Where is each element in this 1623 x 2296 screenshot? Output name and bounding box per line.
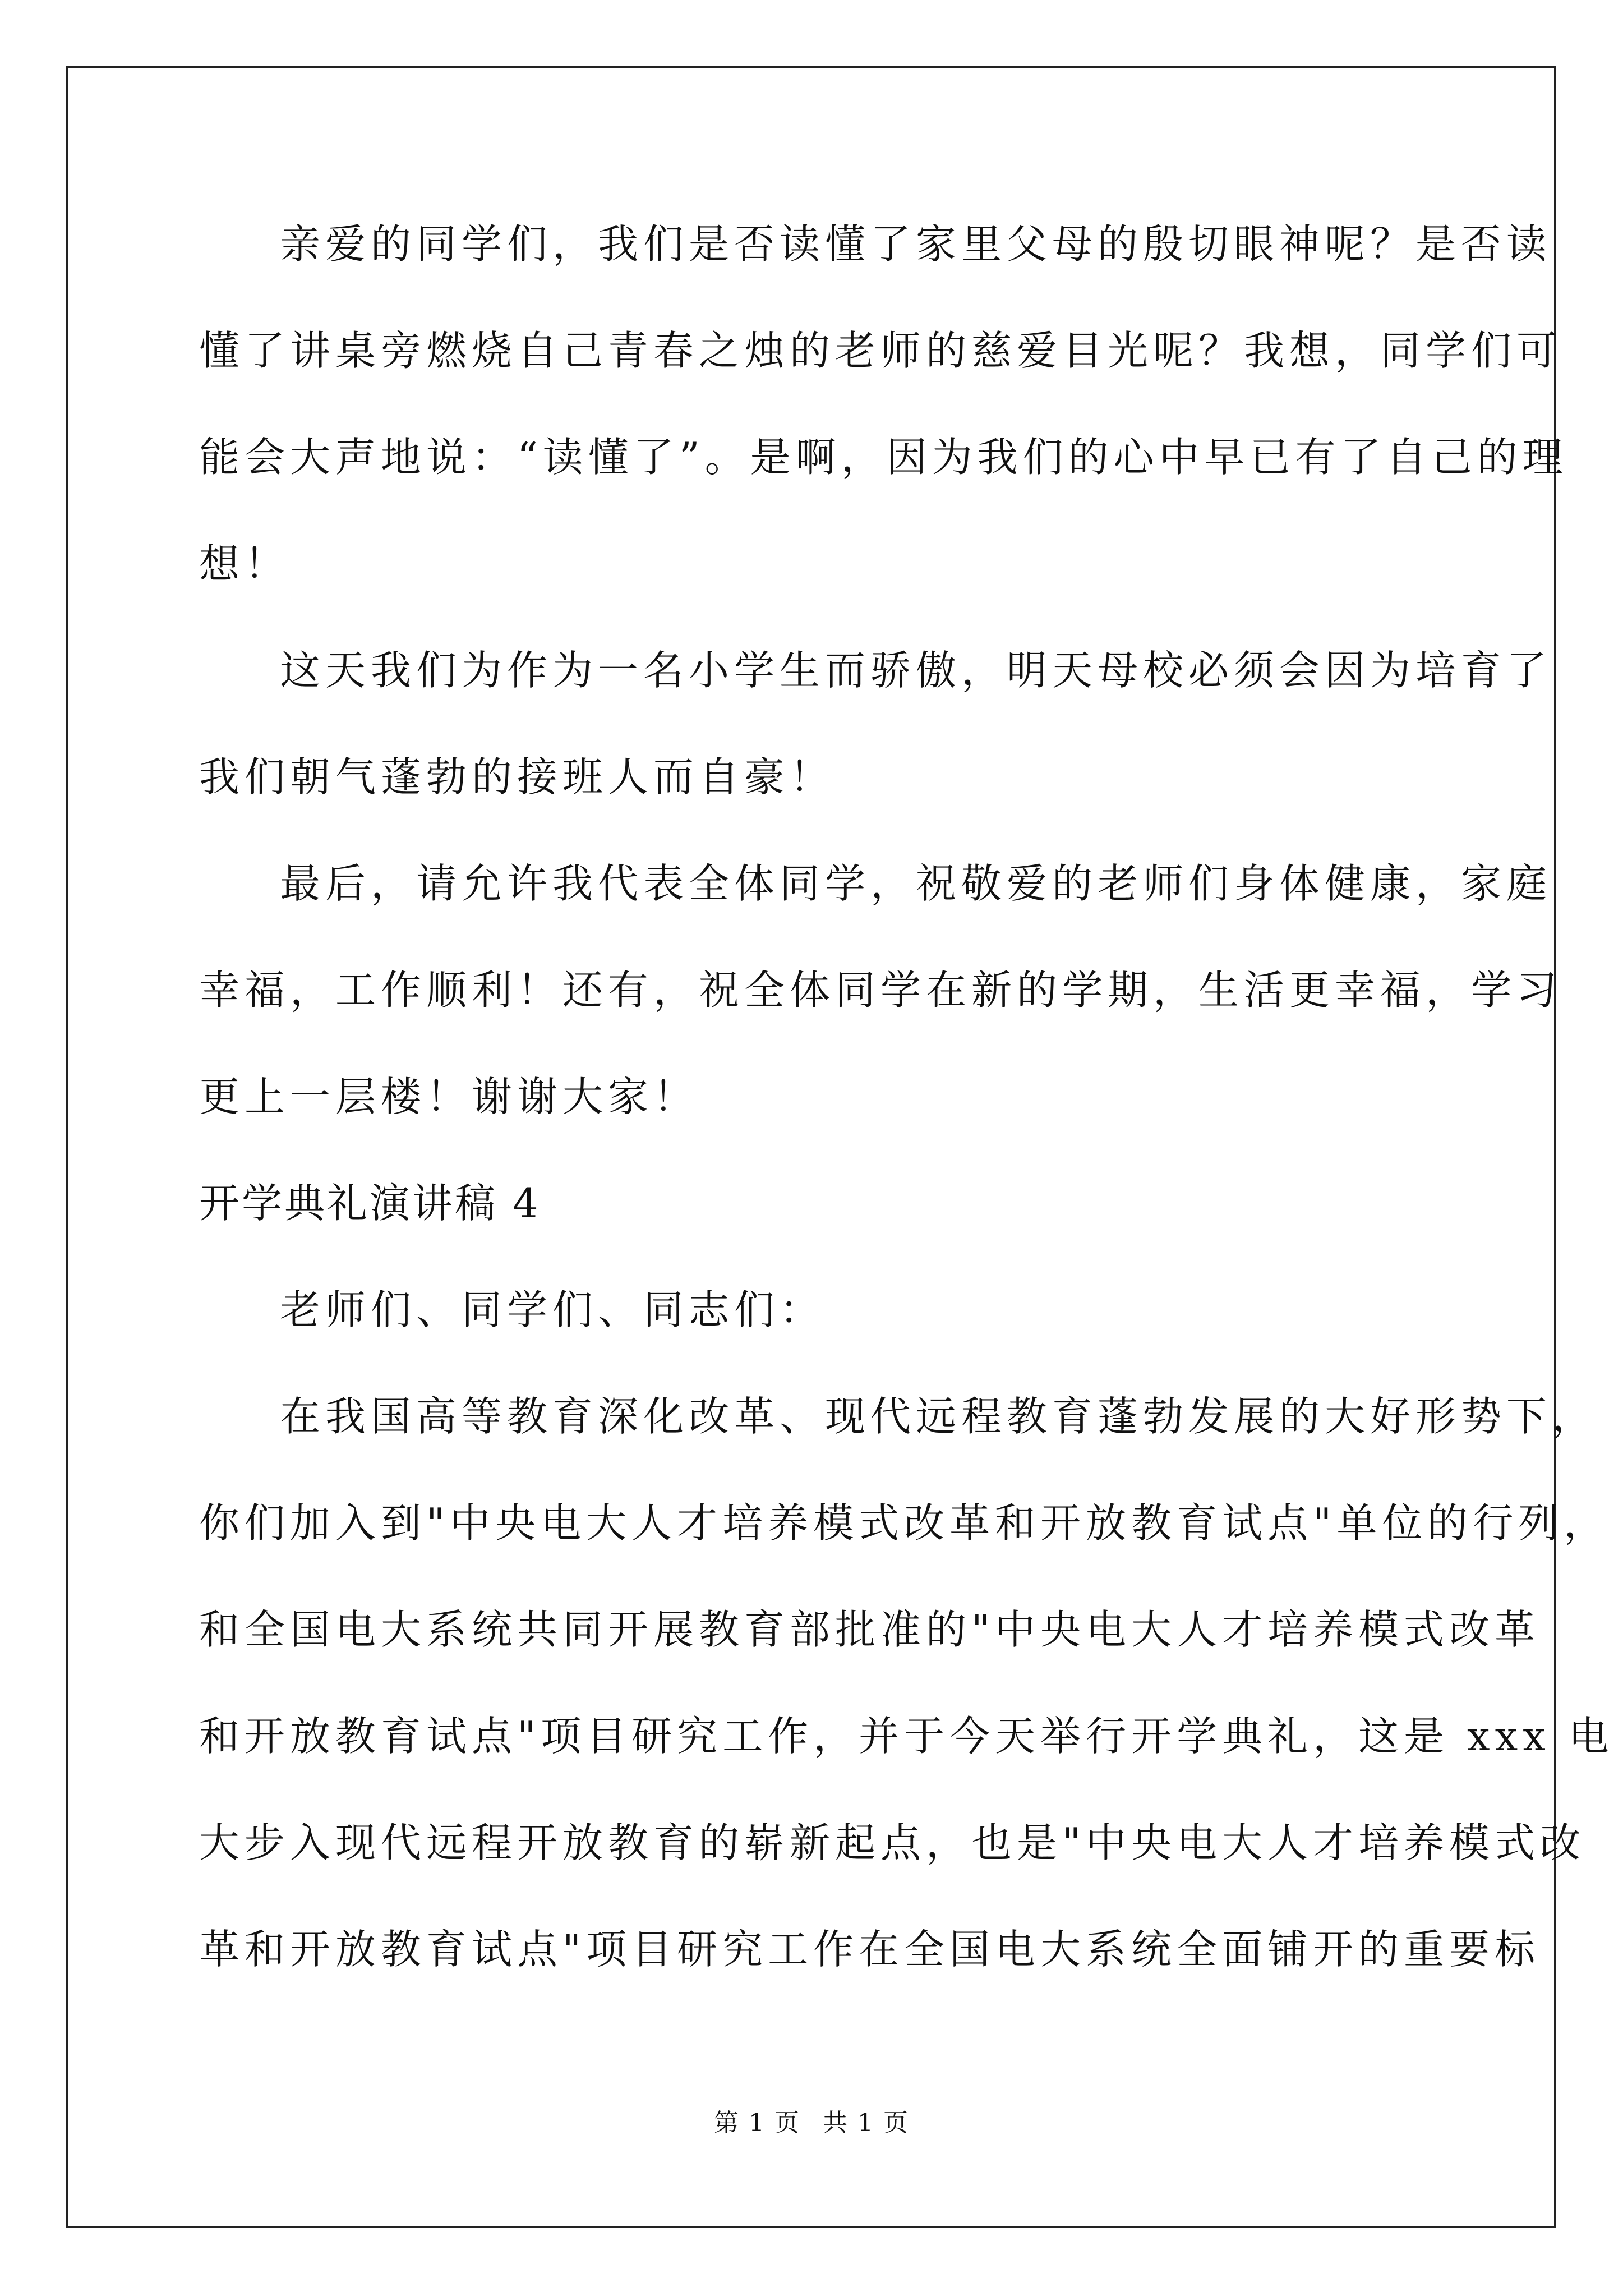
paragraph-2-line-1: 这天我们为作为一名小学生而骄傲，明天母校必须会因为培育了 [280,647,1552,694]
paragraph-4-line-4: 和开放教育试点"项目研究工作，并于今天举行开学典礼，这是 xxx 电 [199,1713,1614,1760]
salutation: 老师们、同学们、同志们： [280,1286,826,1333]
page-footer [0,2106,1623,2140]
section-heading: 开学典礼演讲稿 4 [199,1180,541,1227]
paragraph-2-line-2: 我们朝气蓬勃的接班人而自豪！ [199,753,836,800]
page-total: 共 1 页 [823,2109,909,2137]
paragraph-3-line-2: 幸福，工作顺利！还有，祝全体同学在新的学期，生活更幸福，学习 [199,967,1562,1014]
paragraph-4-line-3: 和全国电大系统共同开展教育部批准的"中央电大人才培养模式改革 [199,1606,1541,1653]
paragraph-4-line-2: 你们加入到"中央电大人才培养模式改革和开放教育试点"单位的行列， [199,1499,1610,1547]
paragraph-3-line-1: 最后，请允许我代表全体同学，祝敬爱的老师们身体健康，家庭 [280,860,1552,907]
paragraph-4-line-1: 在我国高等教育深化改革、现代远程教育蓬勃发展的大好形势下， [280,1393,1598,1440]
page-border [66,66,1556,2228]
paragraph-3-line-3: 更上一层楼！谢谢大家！ [199,1073,699,1120]
paragraph-1-line-3: 能会大声地说：“读懂了”。是啊，因为我们的心中早已有了自己的理 [199,434,1568,481]
paragraph-1-line-2: 懂了讲桌旁燃烧自己青春之烛的老师的慈爱目光呢？我想，同学们可 [199,327,1562,374]
paragraph-4-line-5: 大步入现代远程开放教育的崭新起点，也是"中央电大人才培养模式改 [199,1819,1586,1866]
paragraph-1-line-4: 想！ [199,540,291,587]
page-number: 第 1 页 [714,2109,800,2137]
paragraph-4-line-6: 革和开放教育试点"项目研究工作在全国电大系统全面铺开的重要标 [199,1926,1541,1973]
paragraph-1-line-1: 亲爱的同学们，我们是否读懂了家里父母的殷切眼神呢？是否读 [280,220,1552,268]
